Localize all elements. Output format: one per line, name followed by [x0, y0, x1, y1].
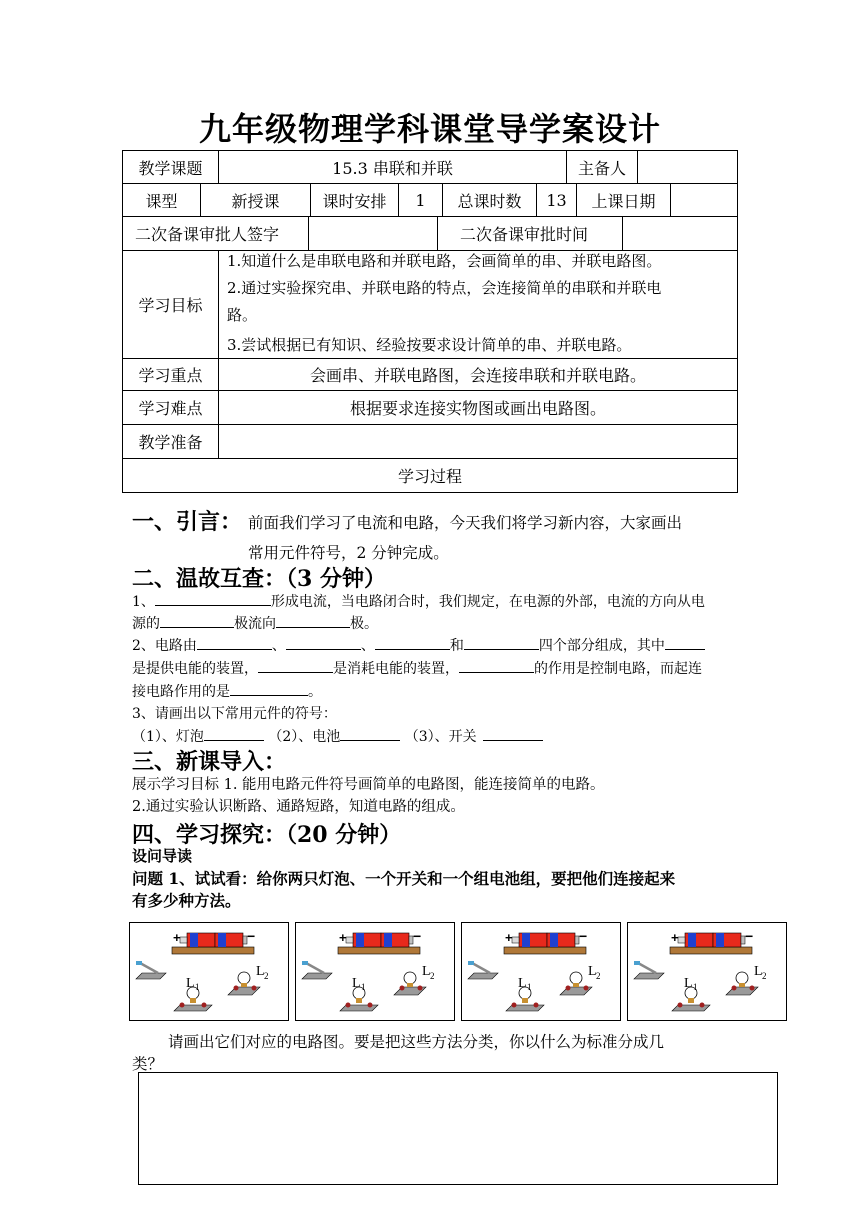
blank[interactable]	[286, 635, 361, 650]
section3-line-2: 2.通过实验认识断路、通路短路，知道电路的组成。	[132, 799, 465, 815]
section2-heading: 二、温故互查：（3 分钟）	[132, 566, 386, 592]
question-2-line-1: 2、电路由 、 、 和 四个部分组成，其中	[132, 635, 705, 655]
goal-line-4: 3.尝试根据已有知识、经验按要求设计简单的串、并联电路。	[227, 336, 632, 354]
question-3: 3、请画出以下常用元件的符号：	[132, 706, 337, 722]
svg-text:2: 2	[430, 971, 435, 981]
svg-text:−: −	[247, 928, 256, 944]
svg-text:L: L	[256, 964, 265, 979]
svg-text:L: L	[186, 976, 195, 991]
question-3-items: （1）、灯泡 （2）、电池 （3）、开关	[132, 726, 543, 746]
blank[interactable]	[483, 726, 543, 741]
period-label: 课时安排	[310, 183, 399, 217]
section4-heading: 四、学习探究：（20 分钟）	[132, 822, 402, 848]
goal-line-1: 1.知道什么是串联电路和并联电路，会画简单的串、并联电路图。	[227, 252, 662, 270]
blank[interactable]	[197, 635, 272, 650]
answer-box[interactable]	[138, 1072, 778, 1185]
section1-heading: 一、引言：	[132, 509, 243, 535]
svg-text:L: L	[518, 976, 527, 991]
preparer-label: 主备人	[566, 150, 638, 184]
question-1-line-2: 源的 极流向 极。	[132, 613, 378, 633]
blank[interactable]	[160, 613, 234, 628]
svg-text:L: L	[754, 964, 763, 979]
svg-text:1: 1	[527, 982, 532, 992]
blank[interactable]	[665, 635, 705, 650]
section3-line-1: 展示学习目标 1. 能用电路元件符号画简单的电路图，能连接简单的电路。	[132, 777, 605, 793]
goal-line-2: 2.通过实验探究串、并联电路的特点，会连接简单的串联和并联电	[227, 279, 662, 297]
total-value: 13	[536, 183, 577, 217]
goals-label: 学习目标	[122, 250, 219, 359]
blank[interactable]	[258, 658, 333, 673]
difficulty-label: 学习难点	[122, 390, 219, 425]
question-1-line-1: 1、 形成电流，当电路闭合时，我们规定，在电源的外部，电流的方向从电	[132, 591, 705, 611]
svg-text:+: +	[505, 930, 513, 945]
focus-label: 学习重点	[122, 358, 219, 391]
type-label: 课型	[122, 183, 201, 217]
svg-text:1: 1	[361, 982, 366, 992]
date-value[interactable]	[670, 183, 738, 217]
blank[interactable]	[375, 635, 450, 650]
circuit-picture-4	[627, 922, 787, 1021]
svg-text:−: −	[745, 928, 754, 944]
blank[interactable]	[464, 635, 539, 650]
circuit-picture-2	[295, 922, 455, 1021]
svg-text:+: +	[173, 930, 181, 945]
svg-text:1: 1	[693, 982, 698, 992]
date-label: 上课日期	[576, 183, 671, 217]
instruction-line-2: 类？	[132, 1055, 164, 1073]
blank[interactable]	[459, 658, 534, 673]
circuit-picture-3	[461, 922, 621, 1021]
approval-time-value[interactable]	[622, 216, 738, 251]
section1-text-2: 常用元件符号，2 分钟完成。	[248, 544, 449, 562]
focus-value: 会画串、并联电路图，会连接串联和并联电路。	[218, 358, 738, 391]
preparer-value[interactable]	[637, 150, 738, 184]
svg-text:L: L	[684, 976, 693, 991]
svg-text:−: −	[413, 928, 422, 944]
prep-label: 教学准备	[122, 424, 219, 459]
svg-text:2: 2	[762, 971, 767, 981]
section3-heading: 三、新课导入：	[132, 749, 287, 775]
topic-value: 15.3 串联和并联	[218, 150, 567, 184]
total-label: 总课时数	[442, 183, 537, 217]
approver-label: 二次备课审批人签字	[122, 216, 309, 251]
prep-value[interactable]	[218, 424, 738, 459]
svg-text:−: −	[579, 928, 588, 944]
blank[interactable]	[204, 726, 264, 741]
svg-text:1: 1	[195, 982, 200, 992]
process-label: 学习过程	[122, 458, 738, 493]
blank[interactable]	[230, 681, 308, 696]
svg-text:+: +	[339, 930, 347, 945]
circuit-components-illustration	[462, 923, 619, 1019]
topic-label: 教学课题	[122, 150, 219, 184]
instruction-line-1: 请画出它们对应的电路图。要是把这些方法分类，你以什么为标准分成几	[168, 1033, 665, 1051]
blank[interactable]	[340, 726, 400, 741]
question-2-line-3: 接电路作用的是 。	[132, 681, 322, 701]
question-2-line-2: 是提供电能的装置， 是消耗电能的装置， 的作用是控制电路，而起连	[132, 658, 702, 678]
problem-1-line-2: 有多少种方法。	[132, 891, 241, 910]
type-value: 新授课	[200, 183, 311, 217]
svg-text:2: 2	[596, 971, 601, 981]
approver-value[interactable]	[308, 216, 438, 251]
section1-text-1: 前面我们学习了电流和电路，今天我们将学习新内容，大家画出	[248, 514, 683, 532]
page-title: 九年级物理学科课堂导学案设计	[198, 110, 661, 148]
svg-text:+: +	[671, 930, 679, 945]
approval-time-label: 二次备课审批时间	[437, 216, 623, 251]
circuit-components-illustration	[130, 923, 287, 1019]
svg-text:L: L	[422, 964, 431, 979]
section4-sub: 设问导读	[132, 847, 193, 865]
circuit-components-illustration	[628, 923, 785, 1019]
blank[interactable]	[276, 613, 350, 628]
circuit-picture-1	[129, 922, 289, 1021]
period-value: 1	[398, 183, 443, 217]
svg-text:L: L	[352, 976, 361, 991]
circuit-components-illustration	[296, 923, 453, 1019]
svg-text:L: L	[588, 964, 597, 979]
problem-1-line-1: 问题 1、试试看：给你两只灯泡、一个开关和一个组电池组，要把他们连接起来	[132, 869, 676, 888]
svg-text:2: 2	[264, 971, 269, 981]
goal-line-3: 路。	[227, 306, 258, 324]
blank[interactable]	[155, 591, 271, 606]
difficulty-value: 根据要求连接实物图或画出电路图。	[218, 390, 738, 425]
